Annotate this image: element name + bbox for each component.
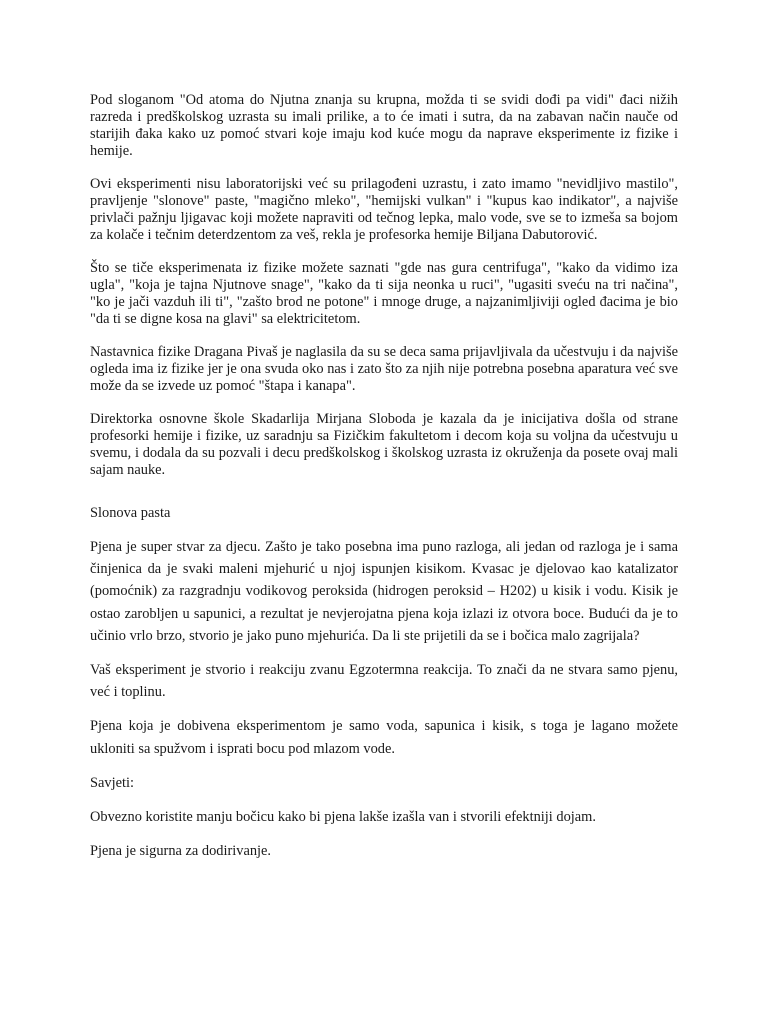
section-paragraph: Obvezno koristite manju bočicu kako bi pjena lakše izašla van i stvorili efektniji dojam.	[90, 809, 596, 826]
article-paragraph: Ovi eksperimenti nisu laboratorijski već su prilagođeni uzrastu, i zato imamo "nevidljivo mastilo", pravljenje "slonove" paste, "magično mleko", "hemijski vulkan" i "kupus kao indikator", a najviše privlači pažnju ljigavac koji možete napraviti od tečnog lepka, malo vode, sve se to izmeša sa bojom za kolače i tečnim deterdzentom za veš, rekla je profesorka hemije Biljana Dabutorović.	[90, 176, 678, 243]
article-paragraph: Nastavnica fizike Dragana Pivaš je naglasila da su se deca sama prijavljivala da učestvuju i da najviše ogleda ima iz fizike jer je ona svuda oko nas i zato što za njih nije potrebna posebna aparatura već sve može da se izvede uz pomoć "štapa i kanapa".	[90, 344, 678, 394]
article-paragraph: Što se tiče eksperimenata iz fizike možete saznati "gde nas gura centrifuga", "kako da vidimo iza ugla", "koja je tajna Njutnove snage", "kako da ti sija neonka u ruci", "ugasiti sveću na tri načina", "ko je jači vazduh ili ti", "zašto brod ne potone" i mnoge druge, a najzanimljiviji ogled đacima je bio "da ti se digne kosa na glavi" sa elektricitetom.	[90, 260, 678, 327]
article-paragraph: Direktorka osnovne škole Skadarlija Mirjana Sloboda je kazala da je inicijativa došla od strane profesorki hemije i fizike, uz saradnju sa Fizičkim fakultetom i decom koja su voljna da učestvuju u svemu, i dodala da su pozvali i decu predškolskog i školskog uzrasta iz okruženja da posete ovaj mali sajam nauke.	[90, 411, 678, 478]
slonova-pasta-section	[90, 503, 678, 862]
section-paragraph: Pjena je sigurna za dodirivanje.	[90, 843, 272, 860]
section-heading: Slonova pasta	[90, 505, 171, 521]
section-paragraph: Pjena je super stvar za djecu. Zašto je tako posebna ima puno razloga, ali jedan od razloga je i sama činjenica da je svaki maleni mjehurić u njoj ispunjen kisikom. Kvasac je djelovao kao katalizator (pomoćnik) za razgradnju vodikovog peroksida (hidrogen peroksid – H202) u kisik i vodu. Kisik je ostao zarobljen u sapunici, a rezultat je nevjerojatna pjena koja izlazi iz otvora boce. Budući da je to učinio vrlo brzo, stvorio je jako puno mjehurića. Da li ste prijetili da se i bočica malo zagrijala?	[90, 539, 678, 644]
article-section	[90, 92, 678, 479]
section-paragraph: Vaš eksperiment je stvorio i reakciju zvanu Egzotermna reakcija. To znači da ne stvara samo pjenu, već i toplinu.	[90, 662, 678, 701]
section-paragraph: Pjena koja je dobivena eksperimentom je samo voda, sapunica i kisik, s toga je lagano možete ukloniti sa spužvom i isprati bocu pod mlazom vode.	[90, 718, 678, 757]
article-paragraph: Pod sloganom "Od atoma do Njutna znanja su krupna, možda ti se svidi dođi pa vidi" đaci nižih razreda i predškolskog uzrasta su imali prilike, a to će imati i sutra, da na zabavan način nauče od starijih đaka kako uz pomoć stvari koje imaju kod kuće mogu da naprave eksperimente iz fizike i hemije.	[90, 92, 678, 159]
tips-label: Savjeti:	[90, 774, 134, 791]
document-page	[90, 92, 678, 874]
